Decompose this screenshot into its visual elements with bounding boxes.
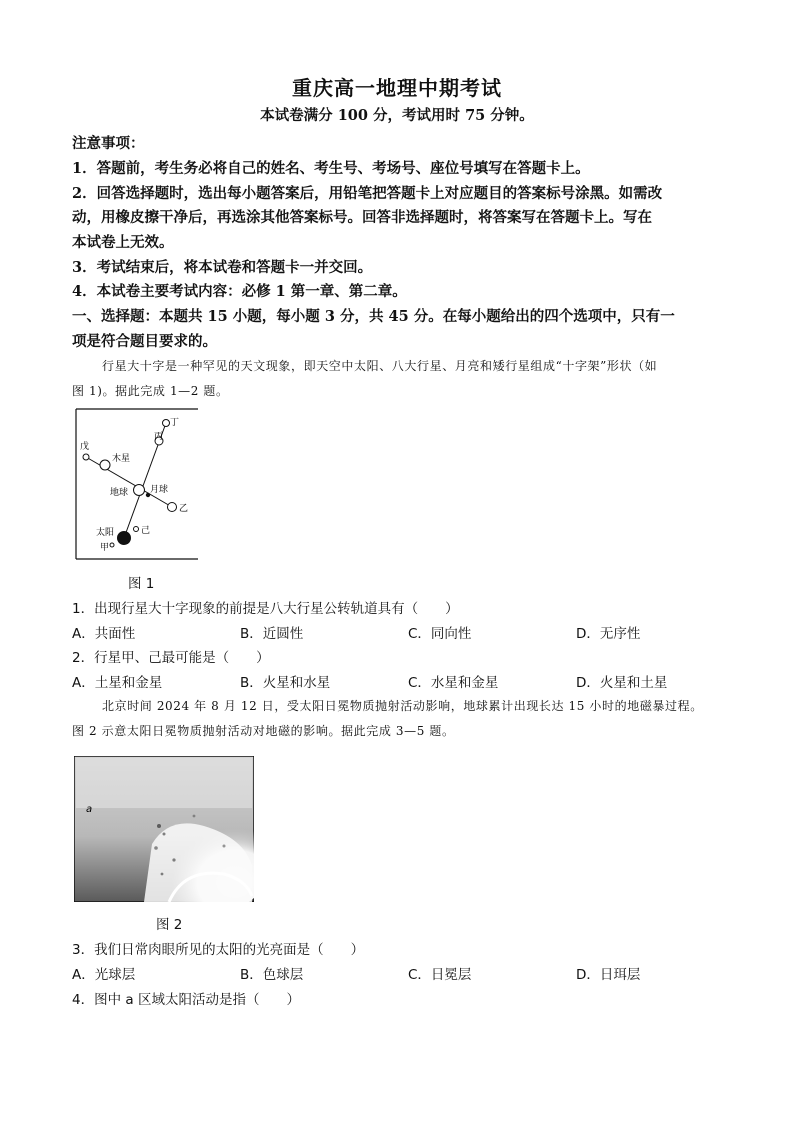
cross-line-horizontal <box>86 457 172 507</box>
question-1-stem: 1．出现行星大十字现象的前提是八大行星公转轨道具有（ ） <box>72 601 459 617</box>
label-ding: 丁 <box>170 418 180 428</box>
figure-2-label-a: a <box>86 804 93 815</box>
label-moon: 月球 <box>150 485 169 495</box>
question-2-option-b: B．火星和水星 <box>240 675 331 691</box>
note-line: 3．考试结束后，将本试卷和答题卡一并交回。 <box>72 259 373 276</box>
label-ji: 己 <box>141 526 151 536</box>
figure-1-diagram <box>72 407 202 563</box>
question-1-option-b: B．近圆性 <box>240 626 304 642</box>
question-3-option-c: C．日冕层 <box>408 967 472 983</box>
earth-marker <box>134 485 145 496</box>
planet-yi-marker <box>168 503 177 512</box>
note-line: 1．答题前，考生务必将自己的姓名、考生号、考场号、座位号填写在答题卡上。 <box>72 160 590 177</box>
passage-line: 行星大十字是一种罕见的天文现象，即天空中太阳、八大行星、月亮和矮行星组成“十字架”形状（如 <box>102 359 658 373</box>
question-3-option-d: D．日珥层 <box>576 967 641 983</box>
passage-line: 图 2 示意太阳日冕物质抛射活动对地磁的影响。据此完成 3—5 题。 <box>72 724 455 738</box>
sun-marker <box>117 531 131 545</box>
question-3-option-a: A．光球层 <box>72 967 136 983</box>
passage-line: 北京时间 2024 年 8 月 12 日，受太阳日冕物质抛射活动影响，地球累计出现长达 15 小时的地磁暴过程。 <box>102 699 703 713</box>
question-2-option-d: D．火星和土星 <box>576 675 668 691</box>
question-2-option-a: A．土星和金星 <box>72 675 163 691</box>
figure-2-solar-image <box>74 756 254 902</box>
note-line: 2．回答选择题时，选出每小题答案后，用铅笔把答题卡上对应题目的答案标号涂黑。如需改 <box>72 185 663 202</box>
planet-wu-marker <box>83 454 89 460</box>
question-1-option-d: D．无序性 <box>576 626 641 642</box>
question-1-option-a: A．共面性 <box>72 626 136 642</box>
planet-ding-marker <box>163 420 170 427</box>
note-line: 本试卷上无效。 <box>72 234 174 251</box>
label-jia: 甲 <box>100 543 110 553</box>
note-line: 动，用橡皮擦干净后，再选涂其他答案标号。回答非选择题时，将答案写在答题卡上。写在 <box>72 209 652 226</box>
note-line: 4．本试卷主要考试内容：必修 1 第一章、第二章。 <box>72 283 407 300</box>
question-4-stem: 4．图中 a 区域太阳活动是指（ ） <box>72 992 300 1008</box>
label-sun: 太阳 <box>96 528 115 538</box>
exam-subtitle: 本试卷满分 100 分，考试用时 75 分钟。 <box>260 107 534 124</box>
question-3-option-b: B．色球层 <box>240 967 304 983</box>
notes-heading: 注意事项： <box>72 135 145 152</box>
figure-2-caption: 图 2 <box>156 917 183 933</box>
label-wu: 戊 <box>80 442 90 452</box>
planet-jia-marker <box>110 543 114 547</box>
question-1-option-c: C．同向性 <box>408 626 472 642</box>
figure-1-caption: 图 1 <box>128 576 155 592</box>
question-2-stem: 2．行星甲、己最可能是（ ） <box>72 650 270 666</box>
section-heading: 项是符合题目要求的。 <box>72 333 217 350</box>
label-bing: 丙 <box>154 432 164 442</box>
label-jupiter: 木星 <box>112 454 131 464</box>
label-earth: 地球 <box>110 488 129 498</box>
jupiter-marker <box>100 460 110 470</box>
passage-line: 图 1)。据此完成 1—2 题。 <box>72 384 229 398</box>
question-3-stem: 3．我们日常肉眼所见的太阳的光亮面是（ ） <box>72 942 365 958</box>
exam-title: 重庆高一地理中期考试 <box>292 76 502 100</box>
planet-ji-marker <box>134 527 139 532</box>
question-2-option-c: C．水星和金星 <box>408 675 499 691</box>
section-heading: 一、选择题：本题共 15 小题，每小题 3 分，共 45 分。在每小题给出的四个选项中，只有一 <box>72 308 675 325</box>
label-yi: 乙 <box>179 504 189 514</box>
